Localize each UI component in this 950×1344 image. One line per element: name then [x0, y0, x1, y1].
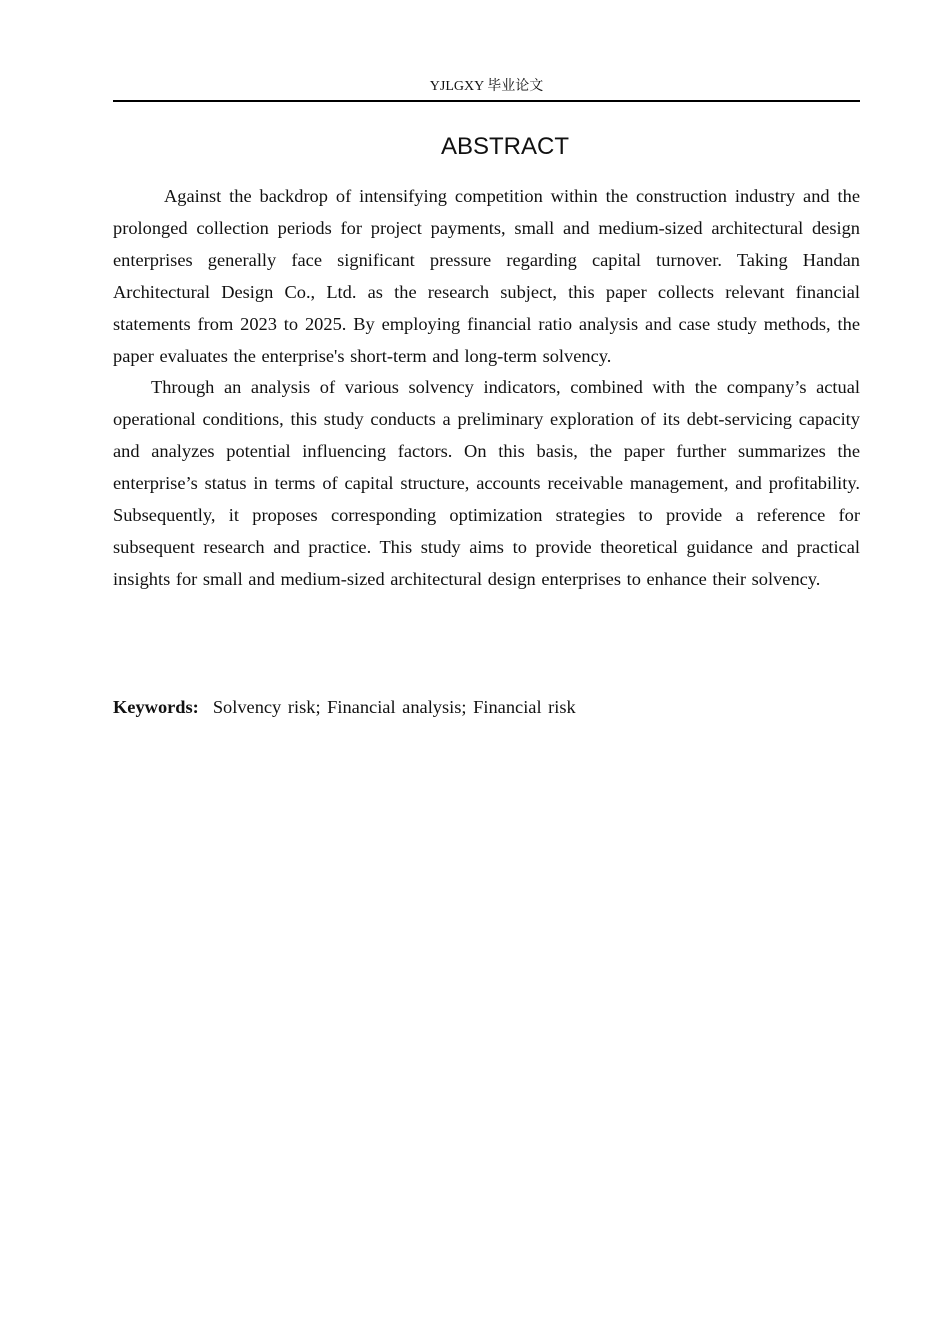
abstract-body	[113, 181, 860, 596]
keywords-label: Keywords:	[113, 697, 199, 717]
abstract-paragraph-1: Against the backdrop of intensifying competition within the construction industry and the prolonged collection periods for project payments, small and medium-sized architectural design enterprises generally face significant pressure regarding capital turnover. Taking Handan Architectural Design Co., Ltd. as the research subject, this paper collects relevant financial statements from 2023 to 2025. By employing financial ratio analysis and case study methods, the paper evaluates the enterprise's short-term and long-term solvency.	[113, 186, 860, 366]
running-header: YJLGXY 毕业论文	[429, 79, 544, 94]
page-title: ABSTRACT	[440, 133, 569, 161]
abstract-paragraph-2: Through an analysis of various solvency indicators, combined with the company’s actual operational conditions, this study conducts a preliminary exploration of its debt-servicing capacity and analyzes potential influencing factors. On this basis, the paper further summarizes the enterprise’s status in terms of capital structure, accounts receivable management, and profitability. Subsequently, it proposes corresponding optimization strategies to provide a reference for subsequent research and practice. This study aims to provide theoretical guidance and practical insights for small and medium-sized architectural design enterprises to enhance their solvency.	[113, 377, 860, 589]
keywords-values: Solvency risk; Financial analysis; Financial risk	[212, 697, 576, 717]
keywords-line	[113, 691, 860, 723]
header-rule	[113, 100, 860, 102]
